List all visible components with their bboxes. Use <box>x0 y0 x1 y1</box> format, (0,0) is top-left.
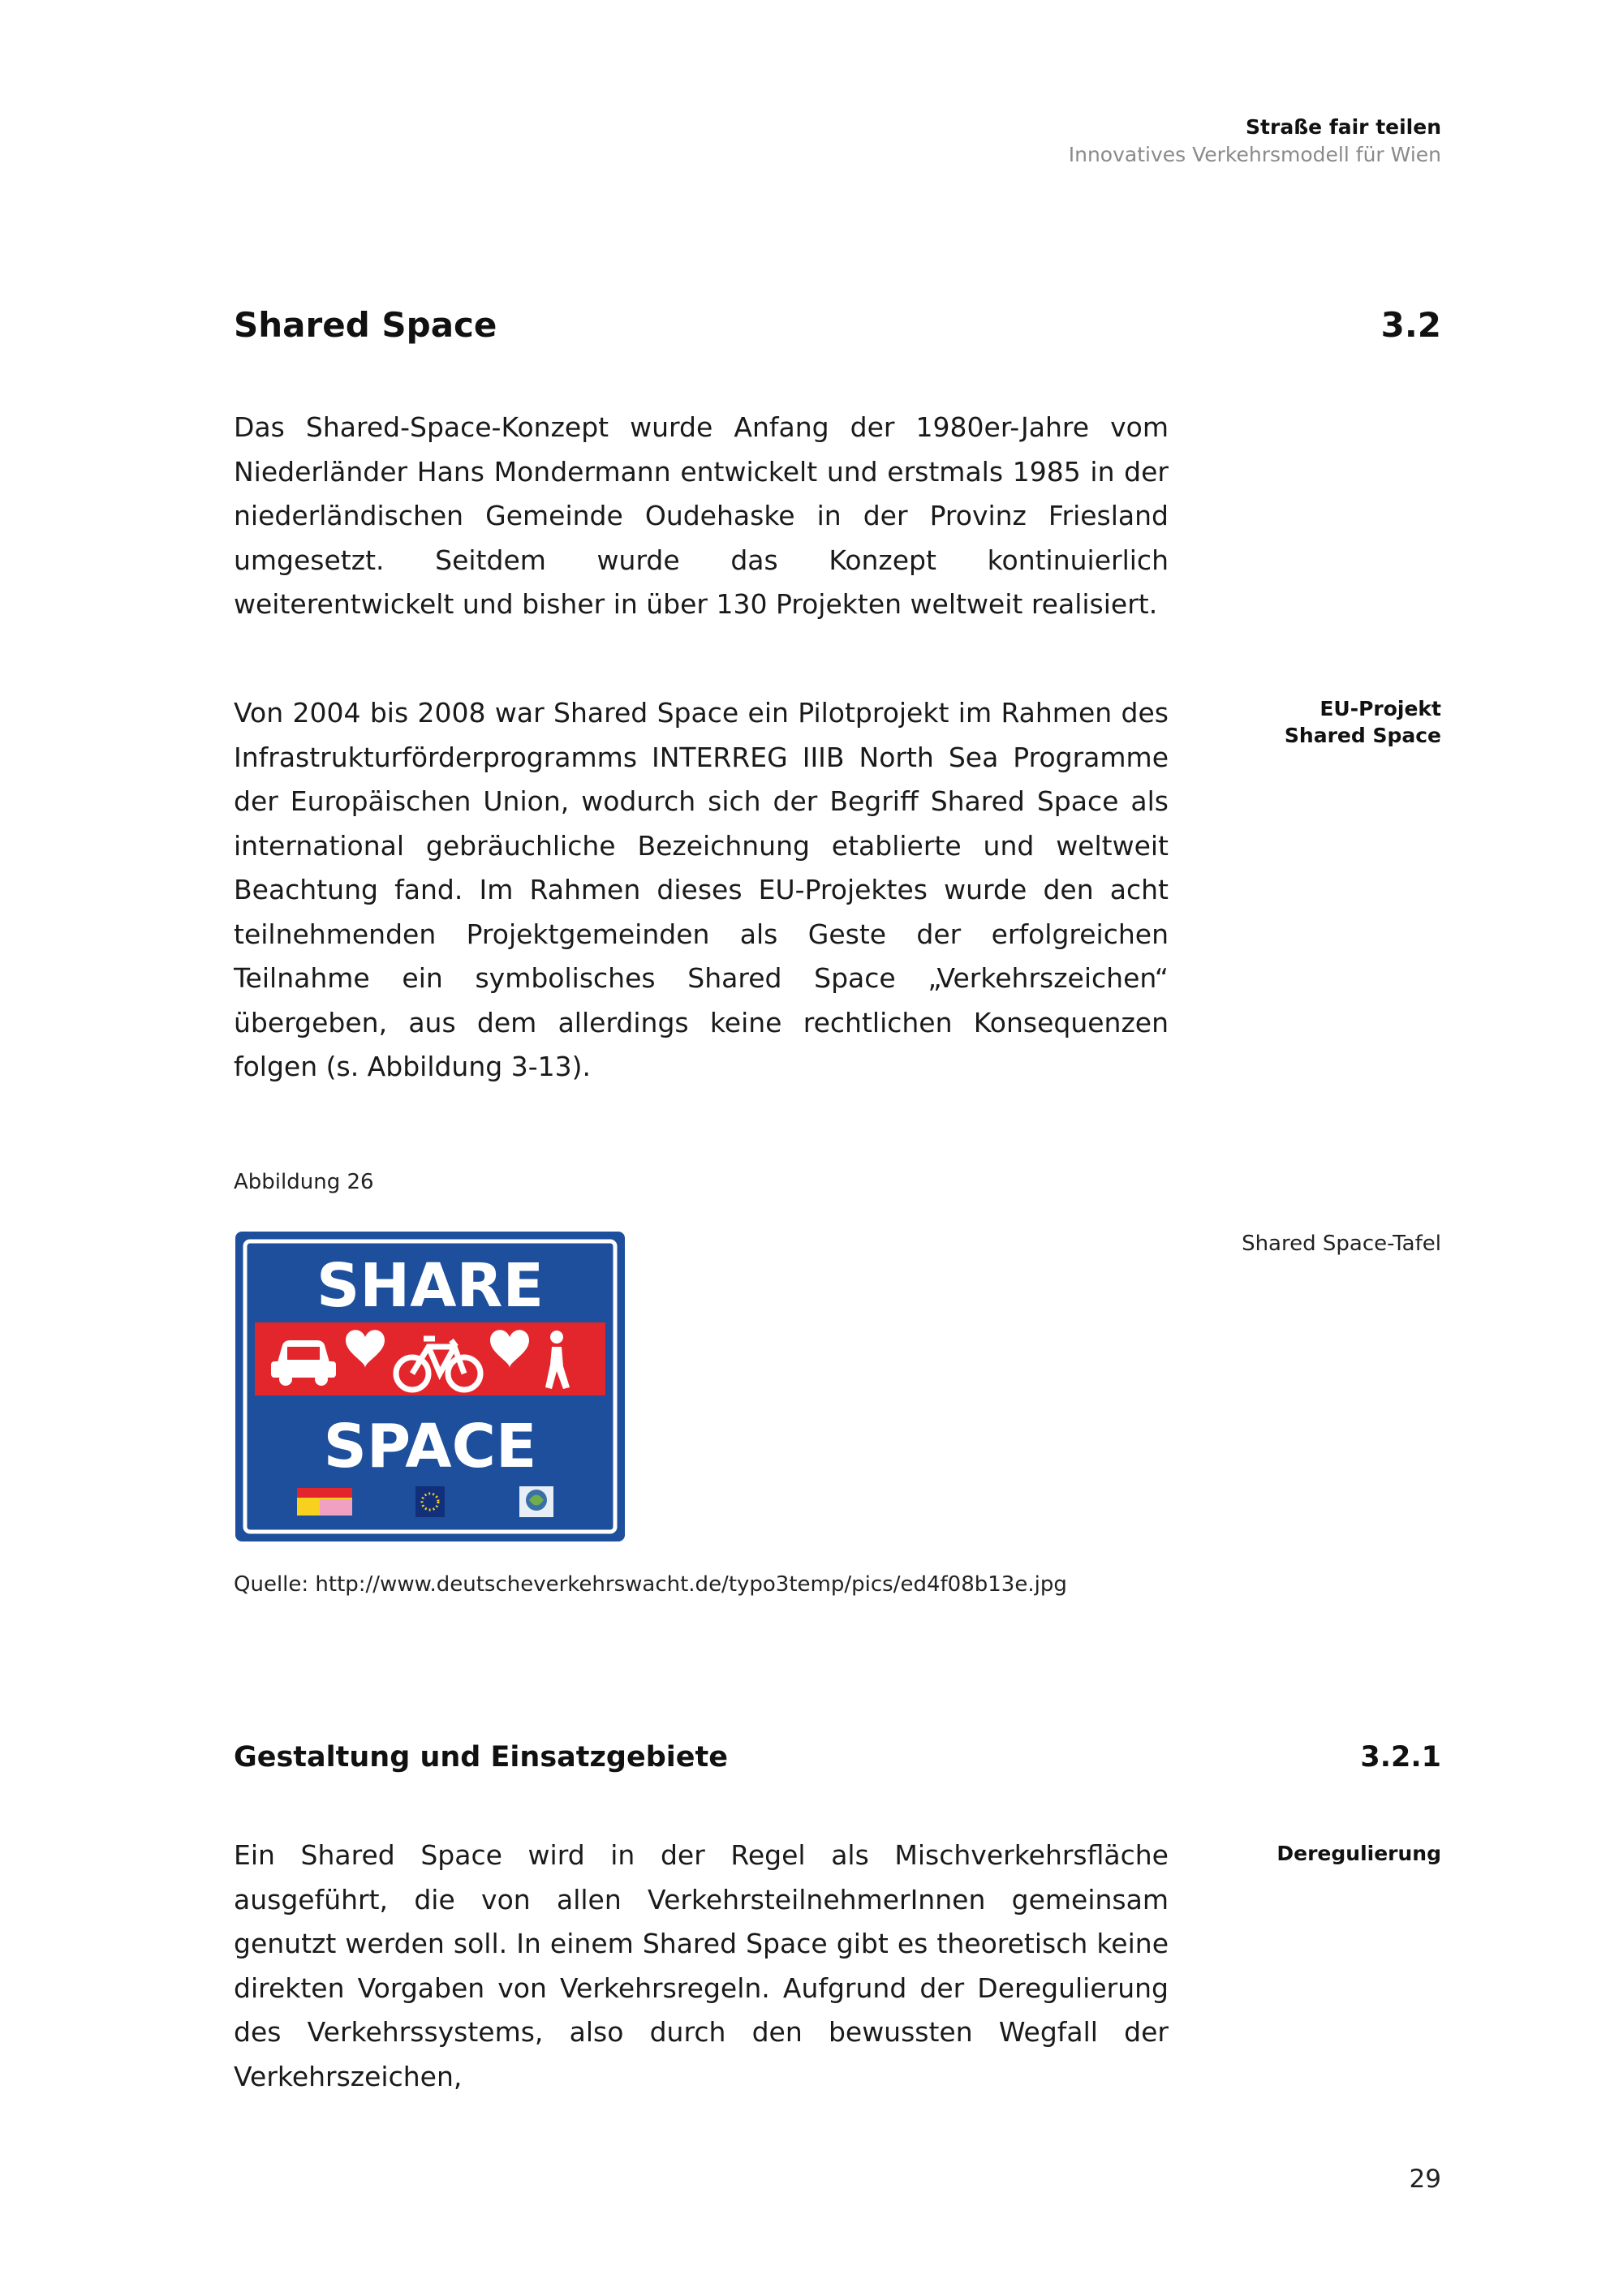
section-title: Shared Space <box>234 305 497 345</box>
figure-caption: Shared Space-Tafel <box>1242 1232 1441 1256</box>
section-number: 3.2 <box>1380 305 1441 345</box>
sign-word-space: SPACE <box>323 1412 537 1481</box>
running-header-title: Straße fair teilen <box>1246 115 1441 139</box>
sign-word-share: SHARE <box>316 1251 545 1321</box>
shared-space-logo-icon <box>297 1488 352 1516</box>
subsection-number: 3.2.1 <box>1360 1741 1441 1774</box>
sidenote-eu-line2: Shared Space <box>1284 724 1441 747</box>
subsection-title: Gestaltung und Einsatzgebiete <box>234 1741 728 1774</box>
page-number: 29 <box>1409 2165 1441 2194</box>
running-header-subtitle: Innovatives Verkehrsmodell für Wien <box>1068 143 1441 166</box>
figure-label: Abbildung 26 <box>234 1170 374 1194</box>
shared-space-sign <box>235 1232 625 1541</box>
sidenote-deregulation: Deregulierung <box>1276 1842 1441 1865</box>
sidenote-eu-project <box>1285 695 1441 749</box>
figure-source: Quelle: http://www.deutscheverkehrswacht.de/typo3temp/pics/ed4f08b13e.jpg <box>234 1572 1067 1597</box>
paragraph-eu-project: Von 2004 bis 2008 war Shared Space ein Pilotprojekt im Rahmen des Infrastrukturförderprogramms INTERREG IIIB North Sea Programme der Europäischen Union, wodurch sich der Begriff Shared Space als international gebräuchliche Bezeichnung etablierte und weltweit Beachtung fand. Im Rahmen dieses EU-Projektes wurde den acht teilnehmenden Projektgemeinden als Geste der erfolgreichen Teilnahme ein symbolisches Shared Space „Verkehrszeichen“ übergeben, aus dem allerdings keine rechtlichen Konsequenzen folgen (s. Abbildung 3-13). <box>234 697 1169 1082</box>
paragraph-intro: Das Shared-Space-Konzept wurde Anfang der 1980er-Jahre vom Niederländer Hans Mondermann entwickelt und erstmals 1985 in der niederländischen Gemeinde Oudehaske in der Provinz Friesland umgesetzt. Seitdem wurde das Konzept kontinuierlich weiterentwickelt und bisher in über 130 Projekten weltweit realisiert. <box>234 411 1169 620</box>
paragraph-design: Ein Shared Space wird in der Regel als Mischverkehrsfläche ausgeführt, die von allen VerkehrsteilnehmerInnen gemeinsam genutzt werden soll. In einem Shared Space gibt es theoretisch keine direkten Vorgaben von Verkehrsregeln. Aufgrund der Deregulierung des Verkehrssystems, also durch den bewussten Wegfall der Verkehrszeichen, <box>234 1839 1169 2092</box>
sidenote-eu-line1: EU-Projekt <box>1319 697 1441 720</box>
eu-flag-icon <box>415 1486 445 1517</box>
interreg-logo-icon <box>519 1486 553 1517</box>
